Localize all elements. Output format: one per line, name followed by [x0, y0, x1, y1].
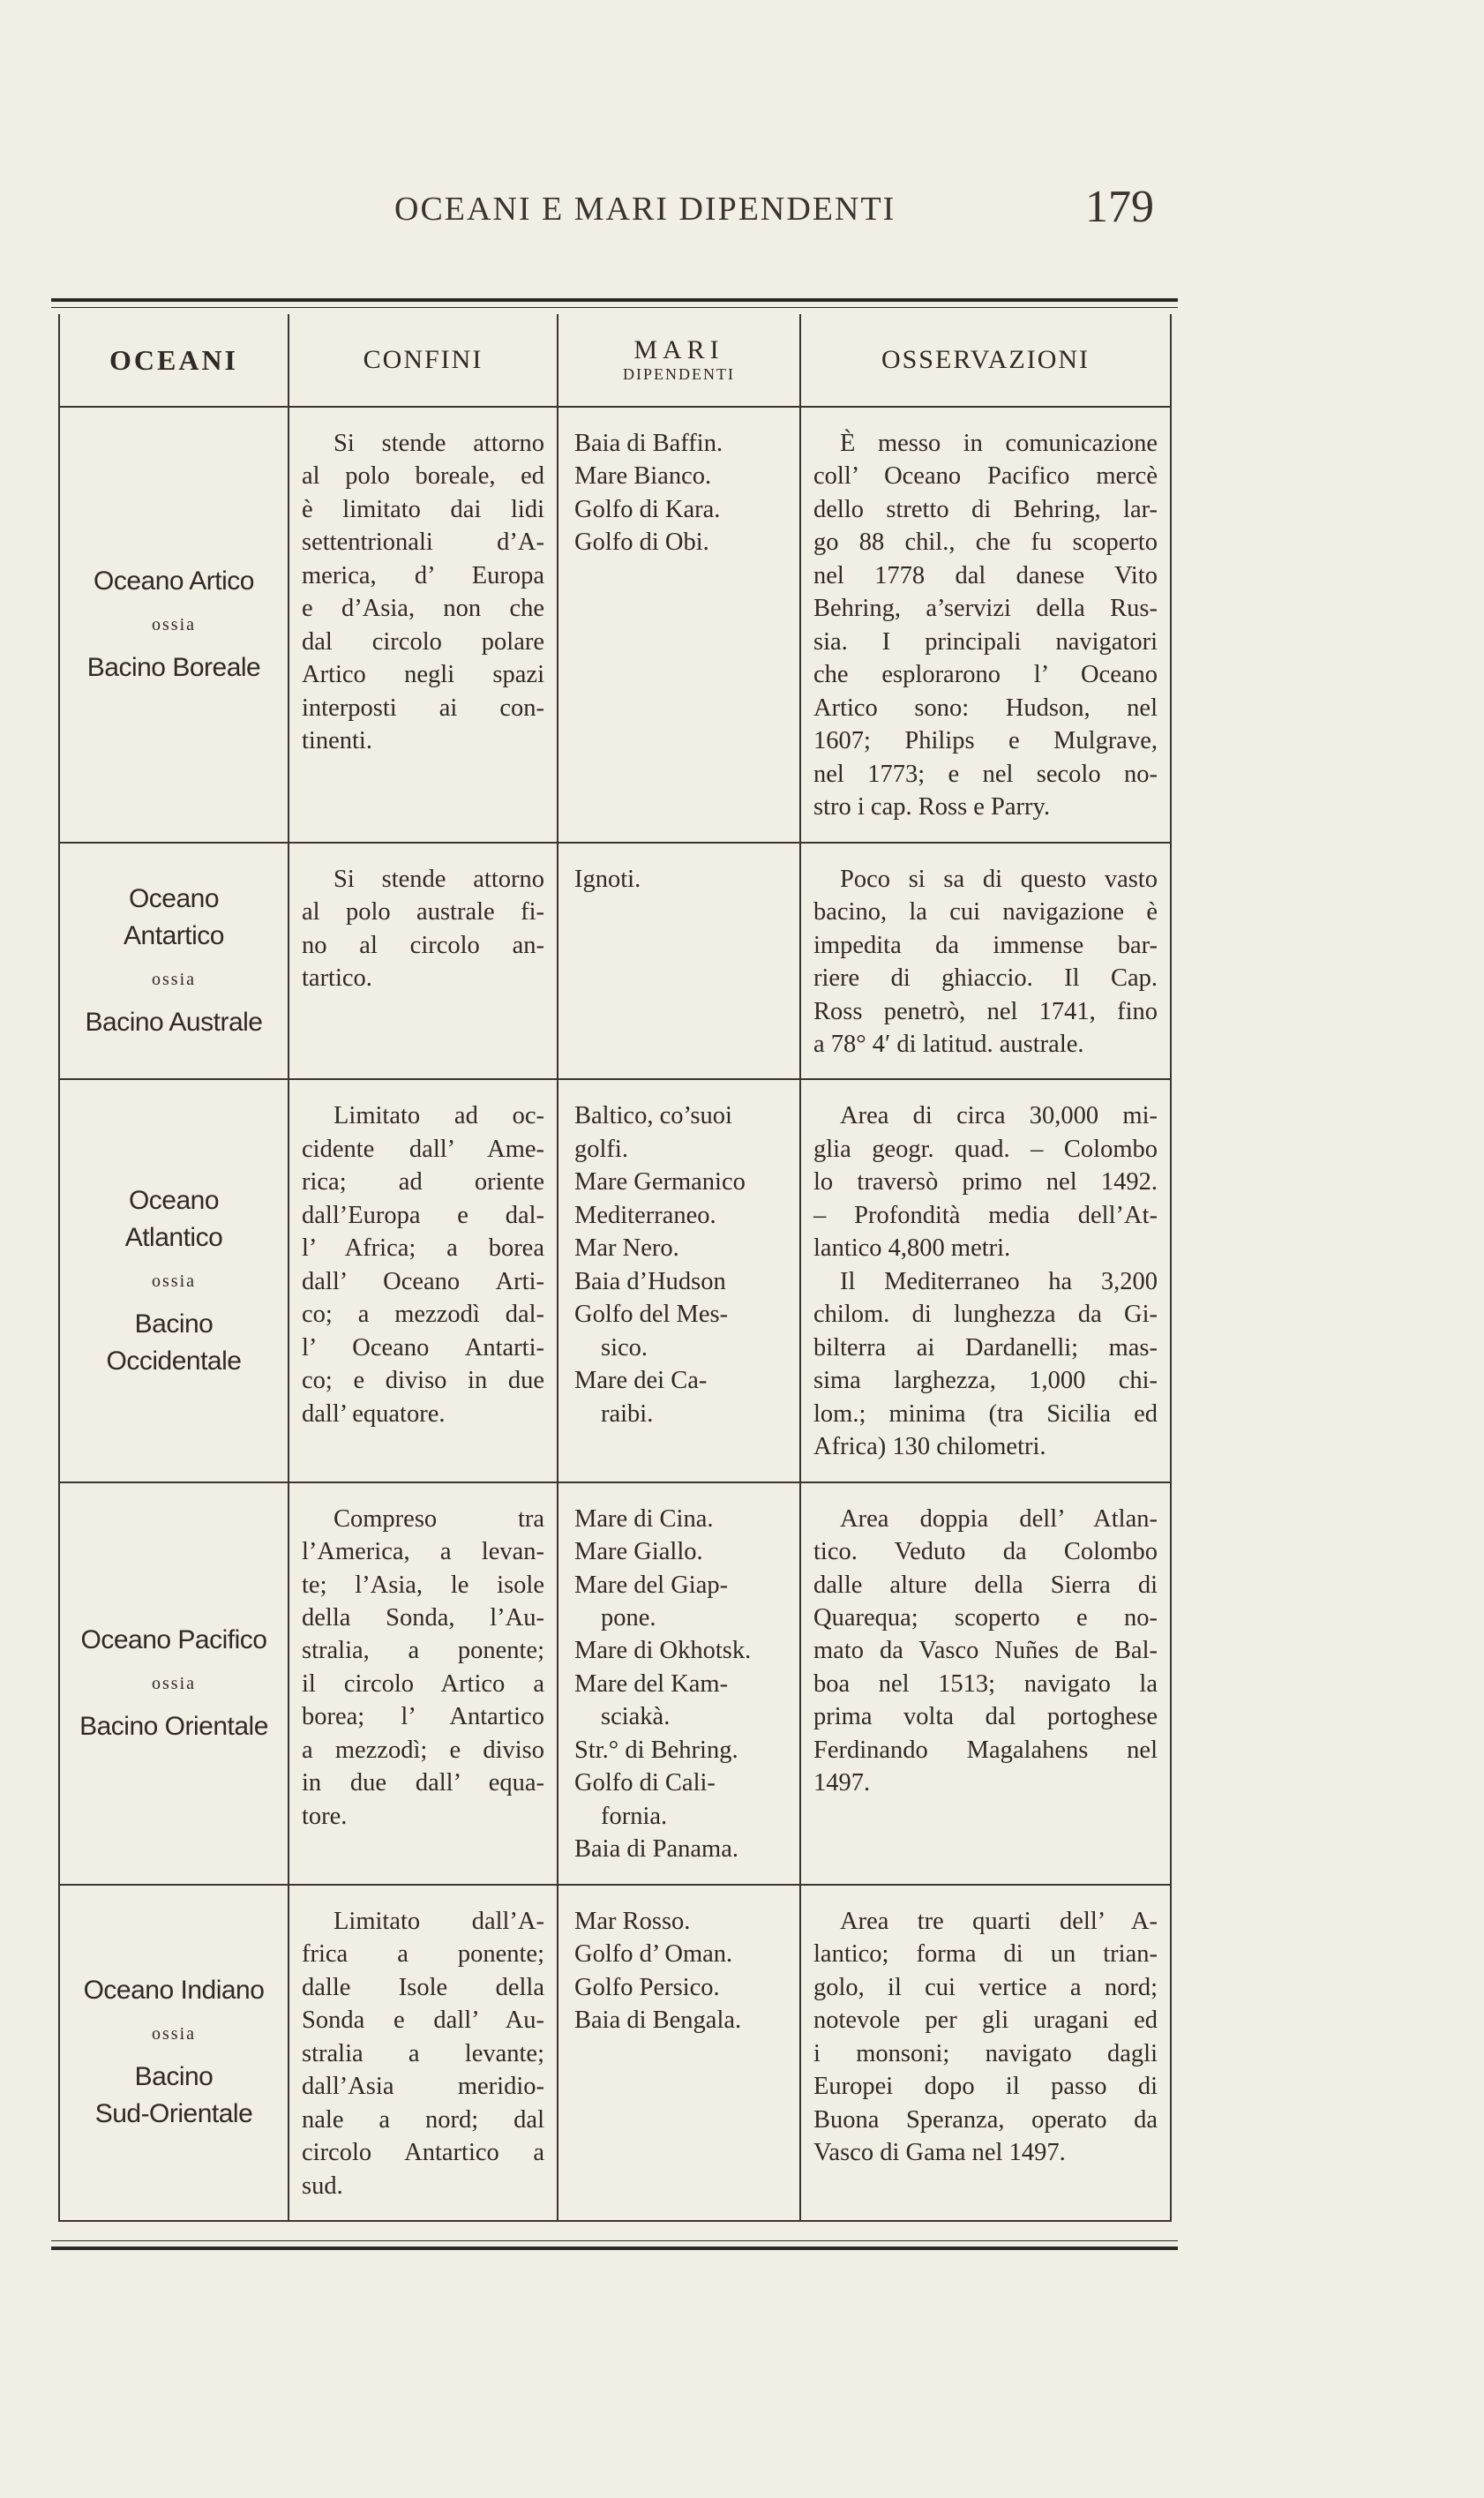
ocean-name-cell	[59, 1885, 289, 2221]
osservazioni-line: bacino, la cui navigazione è	[813, 898, 1158, 926]
confini-line: l’ Africa; a borea	[302, 1234, 544, 1263]
confini-line: dalle Isole della	[302, 1973, 544, 2001]
header-confini: CONFINI	[289, 314, 558, 407]
ossia-label: ossia	[152, 970, 196, 990]
osservazioni-line: lo traversò primo nel 1492.	[813, 1168, 1158, 1196]
mare-line: Baia di Bengala.	[574, 2007, 742, 2035]
osservazioni-line: go 88 chil., che fu scoperto	[813, 529, 1158, 557]
confini-line: sud.	[302, 2172, 343, 2200]
osservazioni-line: Quarequa; scoperto e no-	[813, 1604, 1158, 1632]
oceans-table	[58, 314, 1172, 2222]
osservazioni-line: lom.; minima (tra Sicilia ed	[813, 1399, 1158, 1428]
ocean-name-cell	[59, 843, 289, 1080]
confini-line: Limitato dall’A-	[334, 1907, 544, 1935]
mari-cell	[558, 843, 800, 1080]
mare-line: Golfo d’ Oman.	[574, 1940, 733, 1969]
osservazioni-line: dello stretto di Behring, lar-	[813, 495, 1158, 523]
mare-line: Baia di Baffin.	[574, 430, 723, 457]
mare-line: Mare del Giap-	[574, 1571, 729, 1599]
confini-line: Sonda e dall’ Au-	[302, 2007, 544, 2035]
osservazioni-line: Africa) 130 chilometri.	[813, 1433, 1046, 1461]
osservazioni-line: golo, il cui vertice a nord;	[813, 1973, 1158, 2001]
table-row	[59, 843, 1171, 1080]
osservazioni-line: prima volta dal portoghese	[813, 1703, 1158, 1731]
confini-line: Compreso tra	[334, 1504, 544, 1533]
mare-line: Mare di Okhotsk.	[574, 1637, 752, 1665]
confini-line: è limitato dai lidi	[302, 495, 544, 523]
mare-line: Ignoti.	[574, 865, 641, 893]
ossia-label: ossia	[152, 614, 196, 634]
confini-line: Si stende attorno	[334, 865, 544, 893]
confini-line: rica; ad oriente	[302, 1168, 544, 1196]
osservazioni-line: chilom. di lunghezza da Gi-	[813, 1301, 1158, 1329]
mare-line: Str.° di Behring.	[574, 1736, 738, 1764]
ocean-name-line: Antartico	[124, 921, 224, 951]
page-number: 179	[1085, 182, 1154, 232]
mare-line: golfi.	[574, 1135, 628, 1163]
header-mari: MARI	[633, 334, 724, 364]
mare-line: Golfo di Cali-	[574, 1769, 716, 1797]
ocean-name-line: Oceano Indiano	[83, 1976, 265, 2006]
osservazioni-line: Ross penetrò, nel 1741, fino	[813, 997, 1158, 1025]
osservazioni-cell	[800, 1885, 1171, 2221]
osservazioni-line: Il Mediterraneo ha 3,200	[840, 1267, 1158, 1295]
mare-line: sico.	[601, 1333, 648, 1362]
confini-line: Artico negli spazi	[302, 661, 544, 689]
mare-line: Baia di Panama.	[574, 1835, 738, 1864]
mari-cell	[558, 1079, 800, 1482]
table-row	[59, 1079, 1171, 1482]
confini-line: stralia a levante;	[302, 2039, 544, 2067]
mare-line: Mare Germanico	[574, 1168, 746, 1196]
confini-line: tinenti.	[302, 727, 372, 755]
osservazioni-line: glia geogr. quad. – Colombo	[813, 1135, 1158, 1163]
mare-line: Mediterraneo.	[574, 1201, 716, 1229]
osservazioni-line: stro i cap. Ross e Parry.	[813, 793, 1051, 821]
confini-cell	[289, 1079, 558, 1482]
confini-line: dall’ equatore.	[302, 1399, 446, 1428]
osservazioni-line: riere di ghiaccio. Il Cap.	[813, 964, 1158, 993]
ossia-label: ossia	[152, 1271, 196, 1291]
confini-line: al polo boreale, ed	[302, 462, 544, 491]
oceans-table-frame	[51, 298, 1178, 2250]
osservazioni-line: Poco si sa di questo vasto	[840, 865, 1158, 893]
confini-cell	[289, 843, 558, 1080]
mare-line: Mare del Kam-	[574, 1669, 729, 1698]
mare-line: Mare dei Ca-	[574, 1367, 708, 1395]
running-title: OCEANI E MARI DIPENDENTI	[394, 191, 896, 228]
confini-line: dall’ Oceano Arti-	[302, 1267, 544, 1295]
osservazioni-line: sia. I principali navigatori	[813, 627, 1158, 656]
osservazioni-line: Artico sono: Hudson, nel	[813, 694, 1158, 722]
confini-line: in due dall’ equa-	[302, 1769, 544, 1797]
mari-cell	[558, 1482, 800, 1885]
mari-cell	[558, 407, 800, 843]
osservazioni-line: mato da Vasco Nuñes de Bal-	[813, 1637, 1158, 1665]
confini-line: circolo Antartico a	[302, 2139, 544, 2167]
ossia-label: ossia	[152, 2024, 196, 2044]
table-row	[59, 1482, 1171, 1885]
osservazioni-line: nel 1773; e nel secolo no-	[813, 760, 1158, 788]
ocean-name-line: Bacino	[134, 2062, 214, 2092]
osservazioni-line: È messo in comunicazione	[840, 430, 1158, 457]
osservazioni-line: Vasco di Gama nel 1497.	[813, 2139, 1066, 2167]
confini-line: l’ Oceano Antarti-	[302, 1333, 544, 1362]
osservazioni-line: sima larghezza, 1,000 chi-	[813, 1367, 1158, 1395]
header-mari-dipendenti	[558, 314, 800, 407]
table-row	[59, 1885, 1171, 2221]
osservazioni-line: nel 1778 dal danese Vito	[813, 561, 1158, 589]
osservazioni-line: Behring, a’servizi della Rus-	[813, 595, 1158, 623]
ocean-name-cell	[59, 407, 289, 843]
header-oceani: OCEANI	[59, 314, 289, 407]
mare-line: Baltico, co’suoi	[574, 1102, 732, 1130]
mare-line: sciakà.	[601, 1703, 671, 1731]
confini-line: dall’Asia meridio-	[302, 2073, 544, 2101]
table-row	[59, 407, 1171, 843]
osservazioni-line: lantico 4,800 metri.	[813, 1234, 1011, 1263]
osservazioni-cell	[800, 1079, 1171, 1482]
osservazioni-line: impedita da immense bar-	[813, 931, 1158, 959]
osservazioni-line: – Profondità media dell’At-	[813, 1201, 1158, 1229]
mare-line: Mar Rosso.	[574, 1907, 691, 1935]
ocean-name-cell	[59, 1079, 289, 1482]
mare-line: pone.	[601, 1604, 656, 1632]
confini-line: Si stende attorno	[334, 430, 544, 457]
mare-line: Golfo del Mes-	[574, 1301, 729, 1329]
confini-line: cidente dall’ Ame-	[302, 1135, 544, 1163]
ocean-name-cell	[59, 1482, 289, 1885]
ocean-name-line: Oceano	[128, 884, 220, 914]
header-dipendenti: DIPENDENTI	[623, 364, 735, 383]
osservazioni-line: Europei dopo il passo di	[813, 2073, 1158, 2101]
confini-cell	[289, 1885, 558, 2221]
table-body	[59, 407, 1171, 2221]
confini-line: nale a nord; dal	[302, 2105, 544, 2134]
confini-line: stralia, a ponente;	[302, 1637, 544, 1665]
confini-line: l’America, a levan-	[302, 1538, 544, 1566]
confini-line: co; e diviso in due	[302, 1367, 544, 1395]
osservazioni-cell	[800, 1482, 1171, 1885]
confini-line: tartico.	[302, 964, 372, 993]
running-head	[0, 181, 1484, 234]
osservazioni-line: Area doppia dell’ Atlan-	[840, 1504, 1158, 1533]
header-osservazioni: OSSERVAZIONI	[800, 314, 1171, 407]
ocean-name-line: Oceano Artico	[94, 566, 254, 596]
osservazioni-line: coll’ Oceano Pacifico mercè	[813, 462, 1158, 491]
ocean-name-line: Sud-Orientale	[94, 2099, 253, 2129]
confini-line: borea; l’ Antartico	[302, 1703, 544, 1731]
osservazioni-line: Buona Speranza, operato da	[813, 2105, 1158, 2134]
osservazioni-line: Area tre quarti dell’ A-	[840, 1907, 1158, 1935]
mare-line: Baia d’Hudson	[574, 1267, 726, 1295]
confini-line: il circolo Artico a	[302, 1669, 544, 1698]
confini-line: te; l’Asia, le isole	[302, 1571, 544, 1599]
mare-line: Mare Giallo.	[574, 1538, 703, 1566]
mare-line: Golfo di Kara.	[574, 495, 721, 523]
confini-line: dall’Europa e dal-	[302, 1201, 544, 1229]
confini-line: merica, d’ Europa	[302, 561, 544, 589]
ocean-name-line: Atlantico	[124, 1222, 223, 1252]
ossia-label: ossia	[152, 1673, 196, 1693]
osservazioni-line: a 78° 4′ di latitud. australe.	[813, 1030, 1084, 1058]
ocean-name-line: Occidentale	[106, 1346, 242, 1376]
ocean-name-line: Oceano	[128, 1185, 220, 1215]
confini-line: no al circolo an-	[302, 931, 544, 959]
confini-line: interposti ai con-	[302, 694, 544, 722]
mare-line: Golfo Persico.	[574, 1973, 720, 2001]
confini-line: a mezzodì; e diviso	[302, 1736, 544, 1764]
osservazioni-line: Area di circa 30,000 mi-	[840, 1102, 1158, 1130]
confini-line: Limitato ad oc-	[334, 1102, 544, 1130]
osservazioni-cell	[800, 843, 1171, 1080]
osservazioni-line: Ferdinando Magalahens nel	[813, 1736, 1158, 1764]
osservazioni-line: che esplorarono l’ Oceano	[813, 661, 1158, 689]
confini-line: frica a ponente;	[302, 1940, 544, 1969]
confini-line: co; a mezzodì dal-	[302, 1301, 544, 1329]
osservazioni-line: boa nel 1513; navigato la	[813, 1669, 1158, 1698]
osservazioni-line: tico. Veduto da Colombo	[813, 1538, 1158, 1566]
osservazioni-line: dalle alture della Sierra di	[813, 1571, 1158, 1599]
ocean-name-line: Bacino Orientale	[79, 1711, 268, 1741]
confini-line: dal circolo polare	[302, 627, 544, 656]
confini-line: tore.	[302, 1802, 348, 1830]
mare-line: fornia.	[601, 1802, 668, 1830]
osservazioni-line: i monsoni; navigato dagli	[813, 2039, 1158, 2067]
mare-line: raibi.	[601, 1399, 654, 1428]
osservazioni-line: notevole per gli uragani ed	[813, 2007, 1158, 2035]
osservazioni-cell	[800, 407, 1171, 843]
confini-cell	[289, 407, 558, 843]
osservazioni-line: 1607; Philips e Mulgrave,	[813, 727, 1158, 755]
osservazioni-line: bilterra ai Dardanelli; mas-	[813, 1333, 1158, 1362]
mare-line: Mar Nero.	[574, 1234, 679, 1263]
ocean-name-line: Bacino	[134, 1309, 214, 1339]
confini-cell	[289, 1482, 558, 1885]
mare-line: Mare di Cina.	[574, 1504, 714, 1533]
osservazioni-line: 1497.	[813, 1769, 871, 1797]
mare-line: Golfo di Obi.	[574, 529, 709, 557]
confini-line: della Sonda, l’Au-	[302, 1604, 544, 1632]
table-header-row	[59, 314, 1171, 407]
osservazioni-line: lantico; forma di un trian-	[813, 1940, 1158, 1969]
confini-line: settentrionali d’A-	[302, 529, 544, 557]
ocean-name-line: Bacino Australe	[85, 1008, 263, 1038]
mare-line: Mare Bianco.	[574, 462, 712, 491]
ocean-name-line: Oceano Pacifico	[80, 1624, 267, 1654]
mari-cell	[558, 1885, 800, 2221]
confini-line: al polo australe fi-	[302, 898, 544, 926]
confini-line: e d’Asia, non che	[302, 595, 544, 623]
ocean-name-line: Bacino Boreale	[86, 652, 261, 682]
